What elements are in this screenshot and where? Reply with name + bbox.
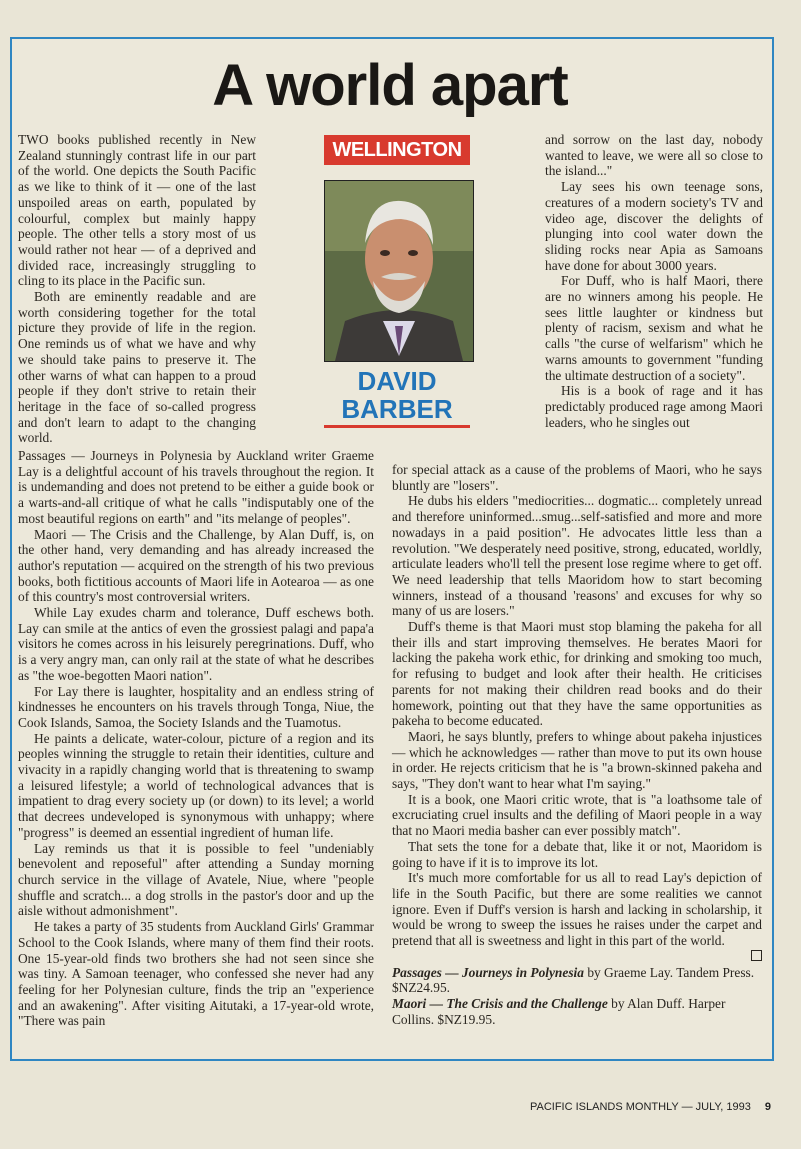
page-number: 9 <box>764 1101 771 1113</box>
book-author: by Graeme Lay. <box>587 964 674 980</box>
dateline-badge: WELLINGTON <box>324 135 470 165</box>
paragraph: He takes a party of 35 students from Auckland Girls' Grammar School to the Cook Islands, where many of them find their roots. One 15-year-old finds two brothers she had not seen since she was tiny. A Samoan teenager, who confessed she never had any feeling for her Polynesian culture, finds the trip an "experience and an awakening". After visiting Aitutaki, a 17-year-old wrote, "There was pain <box>18 919 374 1029</box>
paragraph: for special attack as a cause of the problems of Maori, who he says bluntly are "losers". <box>392 462 762 493</box>
paragraph: Lay sees his own teenage sons, creatures of a modern society's TV and video age, discover the delights of plunging into cool water down the sliding rocks near Apia as Samoans have done for about 3000 years. <box>545 179 763 273</box>
end-mark <box>392 949 762 965</box>
paragraph: It is a book, one Maori critic wrote, that is "a loathsome tale of excruciating cruel insults and the defiling of Maori people in a way that no Maori media basher can ever possibly match". <box>392 791 762 839</box>
paragraph: He dubs his elders "mediocrities... dogmatic... completely unread and therefore uninformed...smug...self-satisfied and more and more nowadays in a paid position". He advocates little less than a revolution. "We desperately need positive, strong, educated, worldly, articulate leaders who'll tell the present lose regime where to get off. We need leadership that tells Maoridom how to start becoming winners, instead of a thousand 'reasons' and excuses for why so many of us are losers." <box>392 493 762 619</box>
author-name <box>324 367 470 423</box>
paragraph: Maori — The Crisis and the Challenge, by Alan Duff, is, on the other hand, very demanding and has already increased the author's reputation — acquired on the strength of his two previous books, both fictitious accounts of Maori life in Aotearoa — as one of this country's most controversial writers. <box>18 526 374 605</box>
paragraph: Duff's theme is that Maori must stop blaming the pakeha for all their ills and start improving themselves. He berates Maori for lacking the pakeha work ethic, for drinking and smoking too much, for refusing to budget and look after their health. He criticises parents for not making their children read books and do their homework, pointing out that they have the same opportunities as pakeha to become educated. <box>392 619 762 729</box>
book-author: by Alan Duff. <box>611 995 685 1011</box>
book-publisher: Tandem Press. $NZ24.95. <box>392 964 755 996</box>
author-last-name: BARBER <box>341 394 453 424</box>
author-photo <box>324 180 474 362</box>
paragraph: That sets the tone for a debate that, like it or not, Maoridom is going to have if it is to improve its lot. <box>392 838 762 870</box>
page-footer <box>530 1101 771 1113</box>
paragraph: It's much more comfortable for us all to read Lay's depiction of life in the South Pacific, but there are some realities we cannot ignore. Even if Duff's version is harsh and lacking in scholarship, it would be wrong to sweep the issues he raises under the carpet and pretend that all is sweetness and light in this part of the world. <box>392 870 762 949</box>
portrait-image <box>325 181 473 361</box>
paragraph: He paints a delicate, water-colour, picture of a region and its peoples winning the struggle to retain their identities, culture and vivacity in a rapidly changing world that is threatening to swamp a leisured lifestyle; a world of technological advances that is impatient to drag every society up (or down) to its level; a world that decrees undeveloped is synonymous with unhappy; where "progress" is deemed an essential ingredient of human life. <box>18 730 374 840</box>
end-square-icon <box>751 950 762 961</box>
left-column-main <box>18 448 374 1029</box>
book-title: Maori — The Crisis and the Challenge <box>392 995 608 1011</box>
left-column-top <box>18 132 256 446</box>
paragraph: For Lay there is laughter, hospitality and an endless string of kindnesses he encounters on his travels through Tonga, Niue, the Cook Islands, Samoa, the Society Islands and the Tuamotus. <box>18 683 374 730</box>
paragraph: TWO books published recently in New Zealand stunningly contrast life in our part of the world. One depicts the South Pacific as we like to think of it — one of the last unspoiled areas on earth, populated by colourful, complex but mainly happy people. The other tells a story most of us would rather not hear — of a deprived and divided race, increasingly struggling to cling to its place in the Pacific sun. <box>18 132 256 289</box>
article-title: A world apart <box>212 53 568 118</box>
book-title: Passages — Journeys in Polynesia <box>392 964 584 980</box>
book-publisher: Harper Collins. $NZ19.95. <box>392 995 726 1027</box>
paragraph: Both are eminently readable and are worth considering together for the total picture they provide of life in the region. One reminds us of what we have and why we should take pains to preserve it. The other warns of what can happen to a proud people if they don't strive to retain their heritage in the face of so-called progress and don't learn to adapt to the changing world. <box>18 289 256 446</box>
right-column-main <box>392 462 762 1027</box>
right-column-top <box>545 132 763 430</box>
paragraph: Passages — Journeys in Polynesia by Auckland writer Graeme Lay is a delightful account of his travels throughout the region. It is undemanding and does not pretend to be either a guide book or a warts-and-all critique of what he calls "indisputably one of the most beautiful regions on earth" and "its melange of peoples". <box>18 448 374 526</box>
paragraph: His is a book of rage and it has predictably produced rage among Maori leaders, who he singles out <box>545 383 763 430</box>
author-rule <box>324 425 470 428</box>
book-details <box>392 965 762 1028</box>
book-entry <box>392 996 762 1027</box>
paragraph: While Lay exudes charm and tolerance, Duff eschews both. Lay can smile at the antics of even the grossiest palagi and papa'a visitors he comes across in his leisurely peregrinations. Duff, who is a very angry man, can only rail at the state of what he describes as "the woe-begotten Maori nation". <box>18 605 374 683</box>
paragraph: and sorrow on the last day, nobody wanted to leave, we were all so close to the island..." <box>545 132 763 179</box>
paragraph: Lay reminds us that it is possible to feel "undeniably benevolent and reposeful" after attending a Sunday morning church service in the village of Avatele, Niue, where "people shuffle and scratch... a dog strolls in the pastor's door and up the aisle without admonishment". <box>18 840 374 919</box>
paragraph: For Duff, who is half Maori, there are no winners among his people. He sees little laughter or kindness but plenty of racism, sexism and what he calls "the curse of welfarism" which he warns amounts to government "funding the ultimate destruction of a society". <box>545 273 763 383</box>
book-entry <box>392 965 762 996</box>
author-first-name: DAVID <box>357 366 437 396</box>
publication-line: PACIFIC ISLANDS MONTHLY — JULY, 1993 <box>529 1101 751 1113</box>
paragraph: Maori, he says bluntly, prefers to whinge about pakeha injustices — which he acknowledges — rather than move to put its own house in order. He rejects criticism that he is "a brown-skinned pakeha and says, "They don't want to hear what I'm saying." <box>392 728 762 792</box>
